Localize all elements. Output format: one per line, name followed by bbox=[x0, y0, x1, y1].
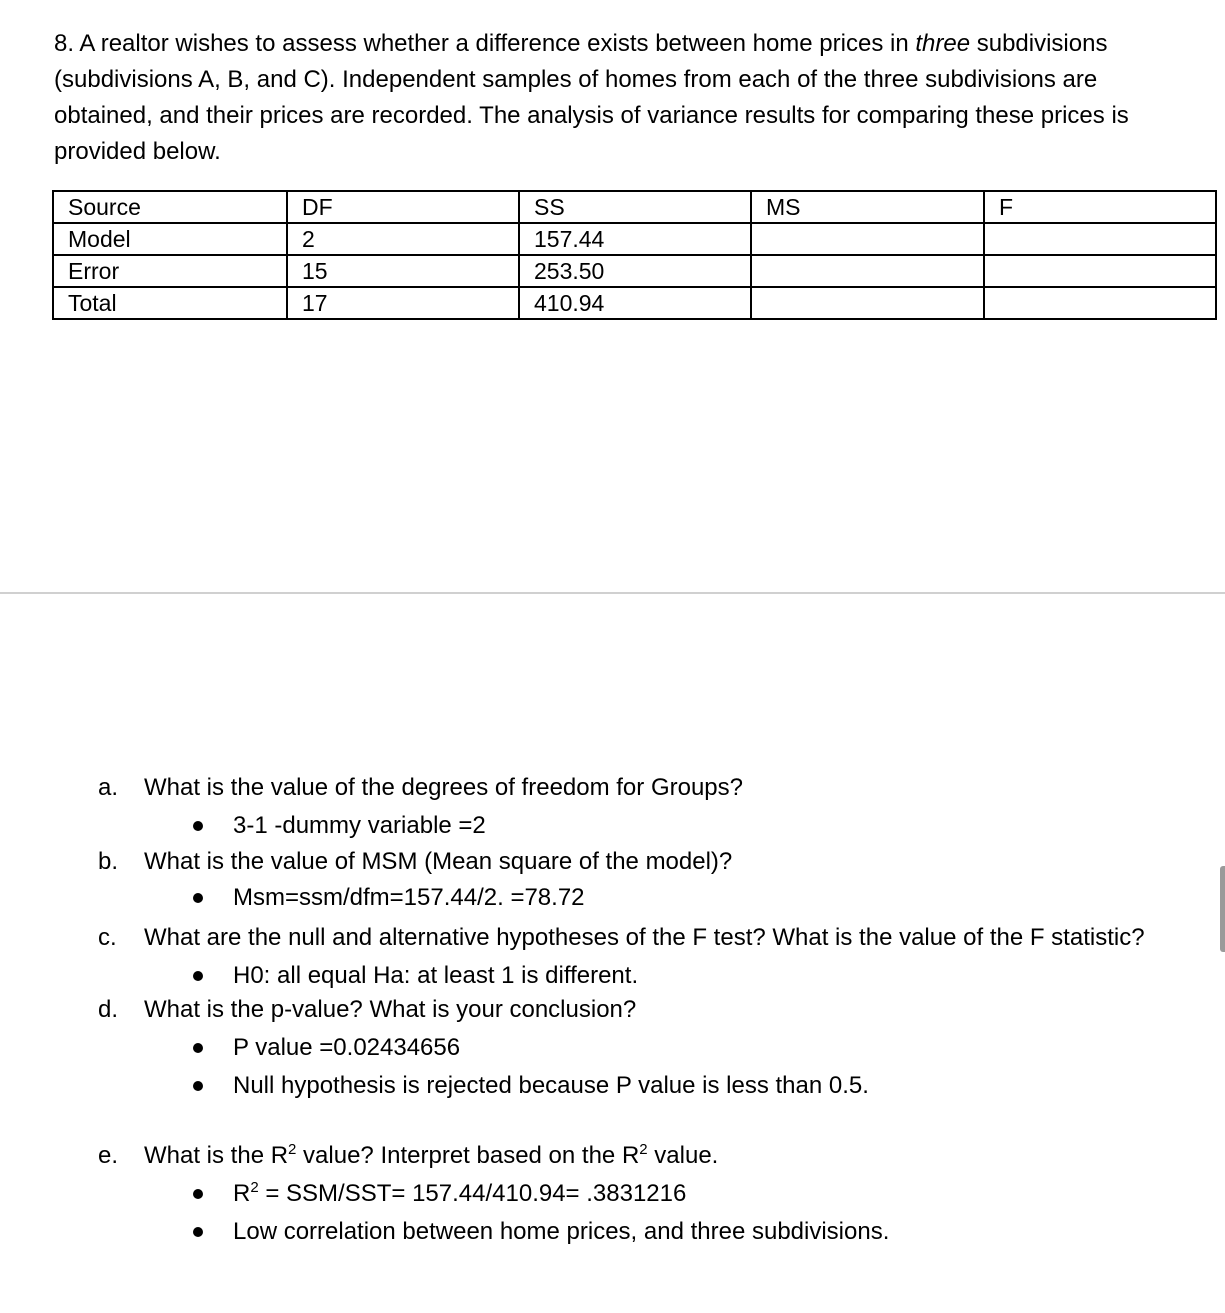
question-b bbox=[98, 847, 733, 877]
question-letter: e. bbox=[98, 1142, 119, 1169]
answer-e-1 bbox=[233, 1179, 686, 1209]
bullet-icon bbox=[193, 893, 203, 903]
header-f: F bbox=[984, 191, 1216, 223]
question-text: What is the value of the degrees of freedom for Groups? bbox=[144, 774, 743, 801]
header-df: DF bbox=[287, 191, 519, 223]
table-cell: Model bbox=[53, 223, 287, 255]
intro-text-2: subdivisions (subdivisions A, B, and C). Independent samples of homes from each of the three subdivisions are obtained, and their prices are recorded. The analysis of variance results for comparing these prices is provided below. bbox=[54, 30, 1129, 165]
intro-text-1: A realtor wishes to assess whether a difference exists between home prices in bbox=[79, 30, 909, 57]
intro-emphasis: three bbox=[915, 30, 971, 57]
table-cell bbox=[751, 255, 984, 287]
question-letter: c. bbox=[98, 924, 117, 951]
answer-b-1 bbox=[233, 883, 585, 913]
answer-c-1 bbox=[233, 961, 638, 991]
bullet-icon bbox=[193, 1227, 203, 1237]
table-header-row bbox=[53, 191, 1216, 223]
bullet-icon bbox=[193, 971, 203, 981]
answer-text: Low correlation between home prices, and three subdivisions. bbox=[233, 1218, 890, 1245]
question-e bbox=[98, 1141, 719, 1171]
table-row bbox=[53, 255, 1216, 287]
table-cell: 15 bbox=[287, 255, 519, 287]
scroll-handle[interactable] bbox=[1220, 866, 1225, 952]
table-cell bbox=[751, 223, 984, 255]
question-text: What is the $R^2$ value? Interpret based on the $R^2$ value. bbox=[144, 1141, 719, 1169]
table-row bbox=[53, 287, 1216, 319]
answer-a-1 bbox=[233, 811, 486, 841]
page-break bbox=[0, 592, 1225, 594]
answer-text: 3-1 -dummy variable =2 bbox=[233, 812, 486, 839]
answer-text: P value =0.02434656 bbox=[233, 1034, 461, 1061]
table-cell: 157.44 bbox=[519, 223, 751, 255]
header-ss: SS bbox=[519, 191, 751, 223]
question-c bbox=[98, 923, 1145, 953]
answer-d-1 bbox=[233, 1033, 460, 1063]
table-cell: Error bbox=[53, 255, 287, 287]
anova-table bbox=[52, 190, 1217, 320]
table-cell: 253.50 bbox=[519, 255, 751, 287]
bullet-icon bbox=[193, 1043, 203, 1053]
question-d bbox=[98, 995, 637, 1025]
bullet-icon bbox=[193, 821, 203, 831]
question-letter: d. bbox=[98, 996, 119, 1023]
bullet-icon bbox=[193, 1081, 203, 1091]
answer-text: Msm=ssm/dfm=157.44/2. =78.72 bbox=[233, 884, 585, 911]
table-cell: Total bbox=[53, 287, 287, 319]
answer-text: H0: all equal Ha: at least 1 is different. bbox=[233, 962, 639, 989]
bullet-icon bbox=[193, 1189, 203, 1199]
table-cell bbox=[751, 287, 984, 319]
table-row bbox=[53, 223, 1216, 255]
table-cell: 2 bbox=[287, 223, 519, 255]
question-letter: b. bbox=[98, 848, 119, 875]
question-text: What is the p-value? What is your conclusion? bbox=[144, 996, 637, 1023]
question-text: What is the value of MSM (Mean square of the model)? bbox=[144, 848, 733, 875]
question-a bbox=[98, 773, 743, 803]
table-cell: 410.94 bbox=[519, 287, 751, 319]
answer-text: $R^2 = SSM/SST= 157.44/410.94= .3831216$ bbox=[233, 1179, 687, 1207]
answer-e-2 bbox=[233, 1217, 889, 1247]
table-cell: 17 bbox=[287, 287, 519, 319]
question-letter: a. bbox=[98, 774, 119, 801]
table-cell bbox=[984, 223, 1216, 255]
problem-number: 8. bbox=[54, 30, 75, 57]
answer-text: Null hypothesis is rejected because P value is less than 0.5. bbox=[233, 1072, 869, 1099]
answer-d-2 bbox=[233, 1071, 869, 1101]
table-cell bbox=[984, 255, 1216, 287]
header-source: Source bbox=[53, 191, 287, 223]
table-cell bbox=[984, 287, 1216, 319]
problem-statement bbox=[54, 26, 1194, 170]
question-text: What are the null and alternative hypotheses of the F test? What is the value of the F statistic? bbox=[144, 924, 1145, 951]
header-ms: MS bbox=[751, 191, 984, 223]
